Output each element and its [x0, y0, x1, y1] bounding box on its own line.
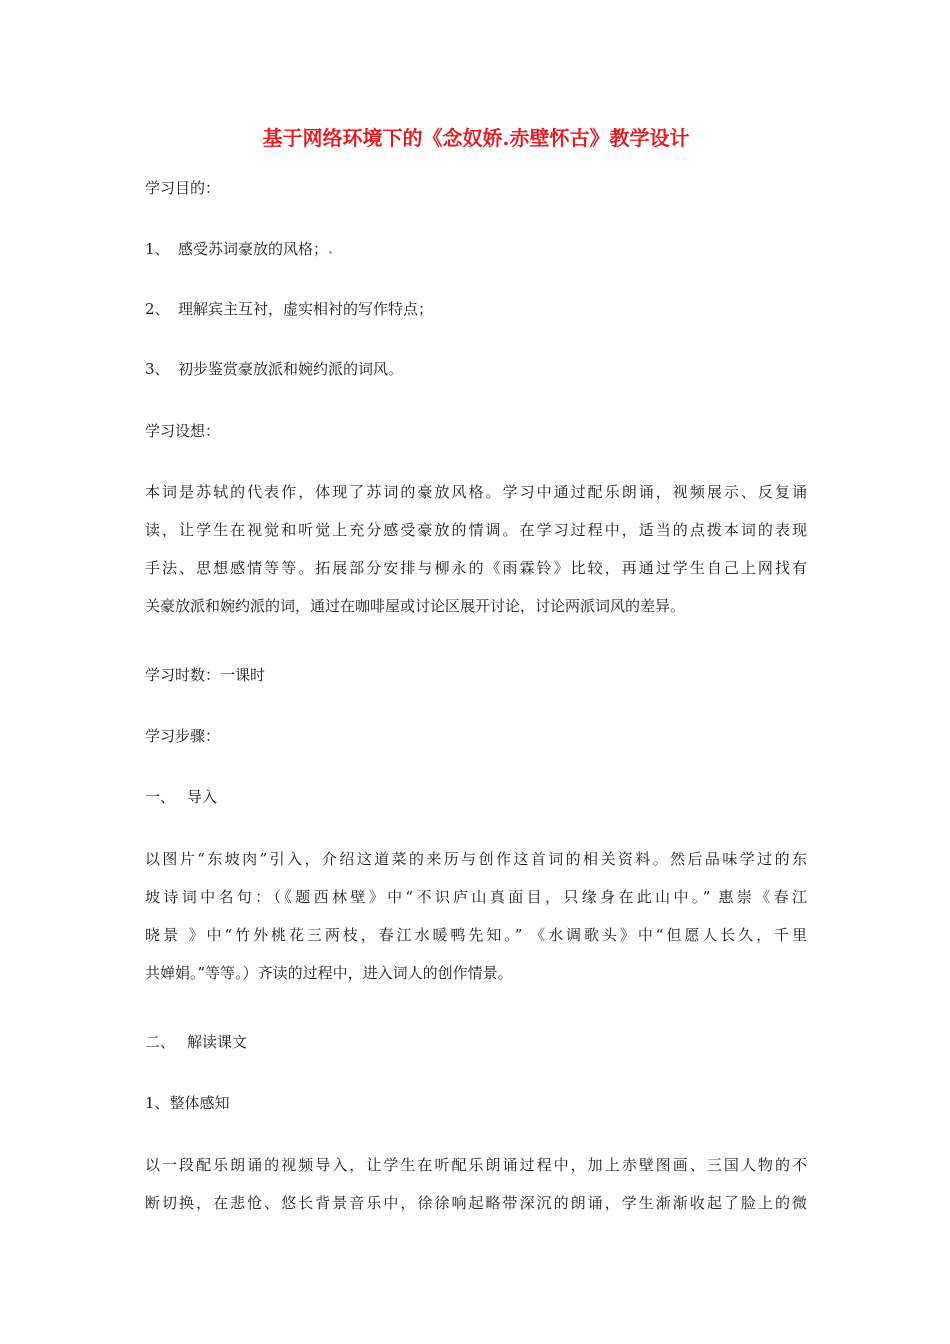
goal-text: 感受苏词豪放的风格； [178, 240, 329, 258]
idea-heading: 学习设想： [145, 422, 221, 440]
hours-line: 学习时数：一课时 [145, 666, 266, 684]
goal-text: 理解宾主互衬，虚实相衬的写作特点； [178, 300, 434, 318]
goal-item [145, 238, 332, 260]
paragraph-line: 读，让学生在视觉和听觉上充分感受豪放的情调。在学习过程中，适当的点拨本词的表现 [145, 521, 807, 539]
goal-item [145, 358, 403, 380]
step-heading [145, 1031, 247, 1053]
step-number: 一、 [145, 788, 176, 806]
step-number: 二、 [145, 1033, 176, 1051]
idea-paragraph [145, 473, 807, 625]
step-title: 解读课文 [187, 1033, 248, 1051]
paragraph-line: 本词是苏轼的代表作，体现了苏词的豪放风格。学习中通过配乐朗诵，视频展示、反复诵 [145, 483, 807, 501]
document-title: 基于网络环境下的《念奴娇.赤壁怀古》教学设计 [262, 126, 690, 150]
intro-paragraph [145, 840, 807, 992]
perceive-paragraph [145, 1146, 807, 1222]
paragraph-line: 晓景 》中“竹外桃花三两枝，春江水暖鸭先知。” 《水调歌头》中“但愿人长久，千里 [145, 926, 807, 944]
paragraph-line: 坡诗词中名句：（《题西林壁》中“不识庐山真面目，只缘身在此山中。” 惠崇《春江 [145, 888, 807, 906]
goal-text: 初步鉴赏豪放派和婉约派的词风。 [178, 360, 404, 378]
goal-item [145, 298, 433, 320]
goals-heading: 学习目的： [145, 179, 221, 197]
marker-dot [329, 251, 332, 254]
paragraph-line: 断切换，在悲怆、悠长背景音乐中，徐徐响起略带深沉的朗诵，学生渐渐收起了脸上的微 [145, 1194, 807, 1212]
goal-number: 2、 [145, 300, 170, 318]
steps-heading: 学习步骤： [145, 727, 221, 745]
paragraph-line: 共婵娟。”等等。）齐读的过程中，进入词人的创作情景。 [145, 964, 513, 982]
paragraph-line: 手法、思想感情等等。拓展部分安排与柳永的《雨霖铃》比较，再通过学生自己上网找有 [145, 559, 807, 577]
step-title: 导入 [187, 788, 218, 806]
paragraph-line: 关豪放派和婉约派的词，通过在咖啡屋或讨论区展开讨论，讨论两派词风的差异。 [145, 597, 686, 615]
step-heading [145, 786, 217, 808]
paragraph-line: 以一段配乐朗诵的视频导入，让学生在听配乐朗诵过程中，加上赤壁图画、三国人物的不 [145, 1156, 807, 1174]
goal-number: 1、 [145, 240, 170, 258]
subsection-heading: 1、整体感知 [145, 1094, 230, 1112]
paragraph-line: 以图片“东坡肉”引入，介绍这道菜的来历与创作这首词的相关资料。然后品味学过的东 [145, 850, 807, 868]
goal-number: 3、 [145, 360, 170, 378]
